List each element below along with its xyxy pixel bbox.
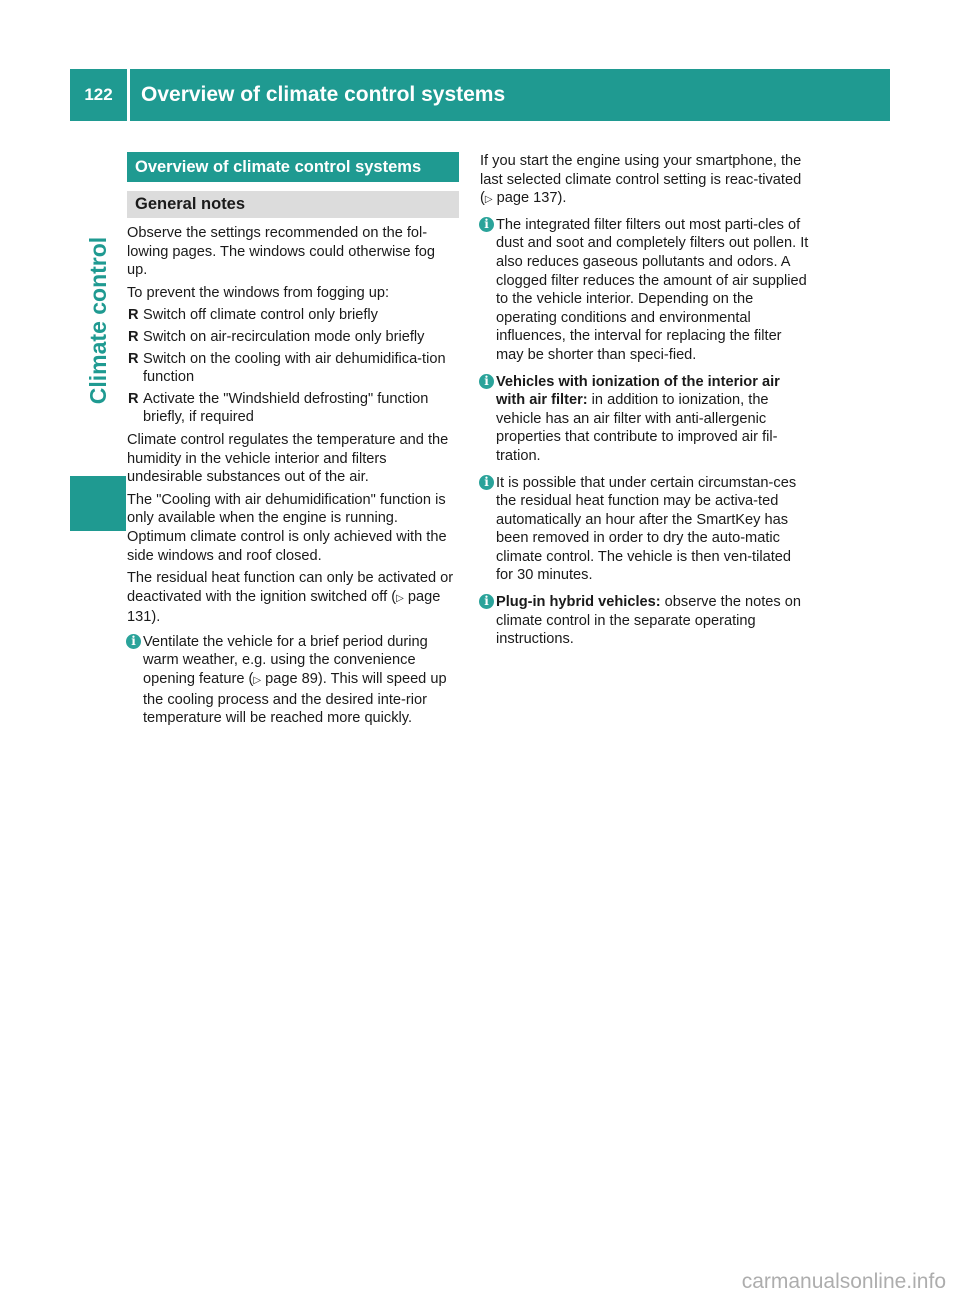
reference-arrow-icon: ▷ (396, 592, 404, 604)
info-icon: i (126, 634, 141, 649)
header-divider (127, 69, 130, 121)
info-icon: i (479, 594, 494, 609)
list-item-text: Switch off climate control only briefly (143, 307, 378, 324)
paragraph-text: If you start the engine using your smartphone, the last selected climate control setting is reac-tivated ( (480, 153, 802, 207)
paragraph: The "Cooling with air dehumidification" function is only available when the engine is running. Optimum climate control is only achieved with the side windows and roof closed. (127, 491, 447, 564)
subsection-title: General notes (127, 191, 459, 218)
note-heading: Vehicles with ionization of the interior air with air filter: (496, 373, 780, 409)
note-text: It is possible that under certain circumstan-ces the residual heat function may be activa-ted automatically an hour after the SmartKey has been removed in order to dry the auto-matic climate control. The vehicle is then ven-tilated for 30 minutes. (496, 474, 797, 584)
paragraph: Observe the settings recommended on the fol-lowing pages. The windows could otherwise fog up. (127, 225, 436, 279)
note-text: ). This will speed up the cooling process and the desired inte-rior temperature will be reached more quickly. (143, 671, 447, 727)
bullet-mark: R (128, 307, 139, 324)
list-item-text: Switch on air-recirculation mode only briefly (143, 328, 425, 345)
reference-arrow-icon: ▷ (484, 194, 493, 206)
info-note (480, 593, 812, 649)
note-text: The integrated filter filters out most parti-cles of dust and soot and completely filters out pollen. It also reduces gaseous pollutants and odors. A clogged filter reduces the amount of air supplied to the vehicle interior. Depending on the operating conditions and environmental influences, the interval for replacing the filter may be shorter than speci-fied. (496, 216, 809, 363)
bullet-list (127, 306, 459, 427)
paragraph-text: ). (557, 190, 567, 207)
header-title: Overview of climate control systems (141, 83, 506, 106)
info-icon: i (479, 217, 494, 232)
paragraph (480, 152, 812, 210)
info-note (480, 216, 812, 365)
info-note (127, 633, 459, 728)
right-column (480, 152, 812, 657)
page-reference[interactable]: page 89 (265, 671, 318, 688)
info-note (480, 373, 812, 466)
bullet-mark: R (128, 328, 139, 345)
page-reference[interactable]: page 137 (496, 190, 558, 207)
list-item-text: Switch on the cooling with air dehumidifica-tion function (143, 350, 446, 386)
side-tab-label-container (75, 170, 123, 470)
bullet-mark: R (128, 390, 139, 407)
page-number: 122 (84, 85, 113, 104)
page-reference[interactable]: page 131 (127, 588, 441, 626)
list-item (127, 390, 459, 427)
side-tab-marker (70, 476, 126, 531)
paragraph: To prevent the windows from fogging up: (127, 284, 390, 301)
info-icon: i (479, 374, 494, 389)
info-icon: i (479, 475, 494, 490)
note-heading: Plug-in hybrid vehicles: (496, 594, 661, 611)
paragraph: The residual heat function can only be activated or deactivated with the ignition switched off (▷ page 131). (127, 570, 454, 626)
side-tab-label: Climate control (85, 236, 112, 404)
info-note (480, 474, 812, 586)
reference-arrow-icon: ▷ (253, 675, 262, 687)
note-text: observe the notes on climate control in the separate operating instructions. (496, 594, 801, 648)
paragraph: Climate control regulates the temperature and the humidity in the vehicle interior and filters undesirable substances out of the air. (127, 431, 449, 486)
watermark: carmanualsonline.info (741, 1270, 946, 1293)
bullet-mark: R (128, 350, 139, 367)
list-item-text: Activate the "Windshield defrosting" function briefly, if required (143, 390, 429, 426)
note-text: Ventilate the vehicle for a brief period during warm weather, e.g. using the convenience opening feature ( (143, 633, 428, 688)
list-item (127, 306, 459, 325)
section-title: Overview of climate control systems (127, 152, 459, 182)
paragraph-text: The residual heat function can only be activated or deactivated with the ignition switched off (127, 570, 454, 605)
left-column (127, 152, 459, 736)
list-item (127, 328, 459, 347)
list-item (127, 350, 459, 387)
note-text: in addition to ionization, the vehicle has an air filter with anti-allergenic properties that contribute to improved air fil-tration. (496, 392, 778, 464)
